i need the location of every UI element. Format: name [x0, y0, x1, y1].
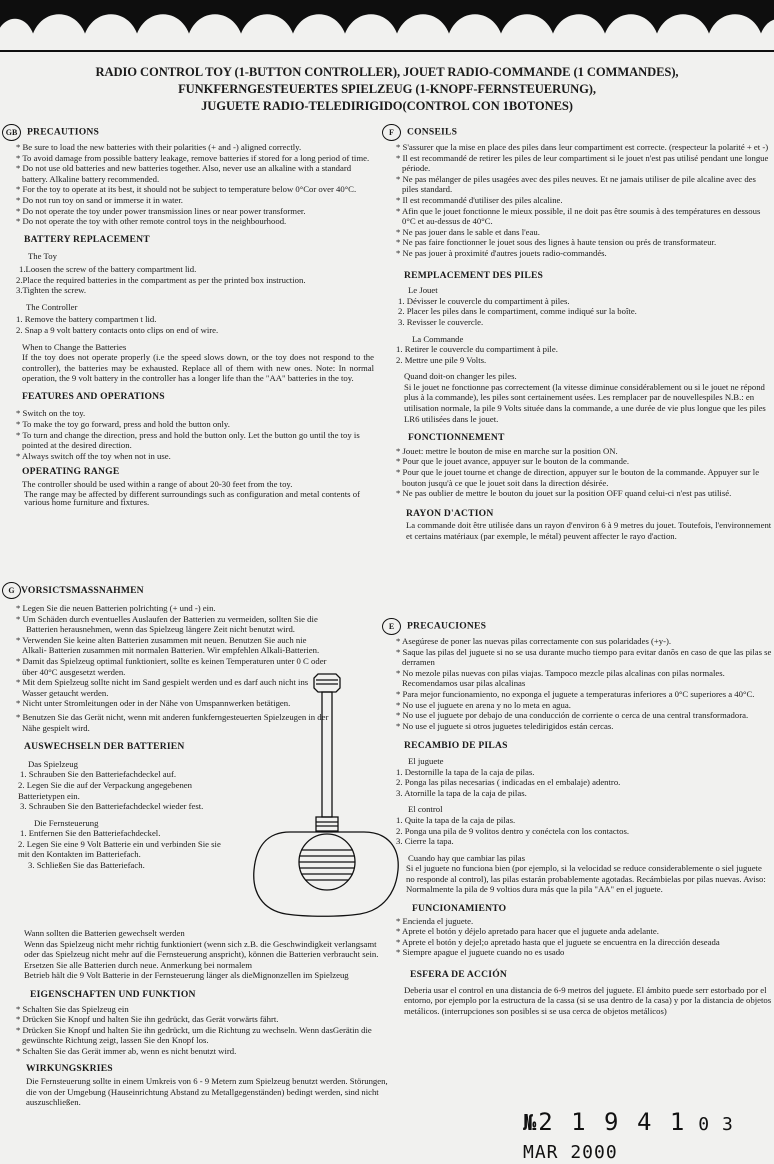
list-item: * S'assurer que la mise en place des piles dans leur compartiment est correcte. (respecteur la polarité + et -): [382, 142, 772, 153]
language-badge-e: E: [382, 618, 401, 635]
subheading: El control: [408, 804, 443, 815]
list-item: * No mezole pilas nuevas con pilas viajas. Tampoco mezcle pilas alcalinas con pilas normales. Recomendamos usar pilas alcalinas: [382, 668, 772, 689]
subheading: Cuando hay que cambiar las pilas: [408, 852, 526, 863]
list-item: * Schalten Sie das Gerät immer ab, wenn es nicht benutzt wird.: [2, 1046, 390, 1057]
section-heading: EIGENSCHAFTEN UND FUNKTION: [30, 988, 196, 1000]
list-item: * No use el juguete por debajo de una conducción de corriente o cerca de una central transformadora.: [382, 710, 772, 721]
list-item: * Verwenden Sie keine alten Batterien zusammen mit neuen. Benutzen Sie auch nie Alkali- Batterien zusammen mit normalen Batterien. Wir empfehlen Alkali-Batterien.: [2, 635, 332, 656]
list-item: * Do not operate the toy with other remote control toys in the neighbourhood.: [2, 216, 374, 227]
list-item: 1. Dévisser le couvercle du compartiment à piles.: [398, 295, 570, 306]
subheading: Die Fernsteuerung: [34, 817, 99, 828]
list-item: * To turn and change the direction, press and hold the button only. Let the button go until the toy is pointed at the desired direction.: [2, 430, 374, 451]
list-item: * Damit das Spielzeug optimal funktioniert, sollte es keinen Temperaturen unter 0 C oder über 40°C ausgesetzt werden.: [2, 656, 332, 677]
list-item: * Um Schäden durch eventuelles Auslaufen der Batterien zu vermeiden, sollten Sie die: [2, 614, 332, 625]
list-item: * Encienda el juguete.: [382, 916, 772, 927]
section-heading: PRECAUCIONES: [407, 620, 487, 632]
scalloped-border: [0, 0, 774, 52]
list-item: * Il est recommandé d'utiliser des piles alcaline.: [382, 195, 772, 206]
language-badge-g: G: [2, 582, 21, 599]
antenna-base: [316, 817, 338, 831]
paragraph: If the toy does not operate properly (i.e the speed slows down, or the toy does not respond to the controller), the batteries may be exhausted. Replace all of them with new ones. Note: In normal operation, the 9 volt battery in the controller has a longer life than the "AA" batteries in the toy.: [22, 352, 374, 384]
list-item: 2. Mettre une pile 9 Volts.: [396, 354, 487, 365]
list-item: * Aprete el botón y déjelo apretado para hacer que el juguete anda adelante.: [382, 926, 772, 937]
subheading: Le Jouet: [408, 285, 438, 296]
serial-number: 2 1 9 4 1: [538, 1108, 687, 1136]
list-item: * Switch on the toy.: [2, 408, 374, 419]
document-title: [0, 64, 774, 115]
list-item: * Pour que le jouet tourne et change de direction, appuyer sur le bouton de la commande. Appuyer sur le bouton jusqu'à ce que le jouet soit dans la direction désirée.: [382, 467, 772, 488]
section-heading: REMPLACEMENT DES PILES: [404, 269, 544, 281]
list-item: 2.Place the required batteries in the compartment as per the printed box instruction.: [16, 274, 306, 285]
list-item: 2. Legen Sie eine 9 Volt Batterie ein und verbinden Sie sie mit den Kontakten im Batteriefach.: [18, 838, 221, 860]
section-heading: VORSICTSMASSNAHMEN: [21, 584, 144, 596]
section-heading: FEATURES AND OPERATIONS: [22, 390, 165, 402]
list-item: * Nicht unter Stromleitungen oder in der Nähe von Umspannwerken betätigen.: [2, 698, 332, 709]
subheading: The Controller: [26, 301, 78, 312]
section-fr: [382, 124, 772, 542]
section-heading: AUSWECHSELN DER BATTERIEN: [24, 741, 185, 753]
paragraph: La commande doit être utilisée dans un rayon d'environ 6 à 9 metres du jouet. Toutefois, l'environnement et certains matériaux (par exemple, le métal) peuvent affecter le rayo d'action.: [406, 520, 772, 541]
number-sign: №: [523, 1111, 539, 1136]
list-item: * To make the toy go forward, press and hold the button only.: [2, 419, 374, 430]
list-item: 1. Retirer le couvercle du compartiment à pile.: [396, 344, 558, 355]
title-line: JUGUETE RADIO-TELEDIRIGIDO(CONTROL CON 1BOTONES): [201, 99, 573, 113]
subheading: Das Spielzeug: [28, 758, 78, 769]
subheading: El juguete: [408, 755, 444, 766]
paragraph: Die Fernsteuerung sollte in einem Umkreis von 6 - 9 Metern zum Spielzeug benutzt werden. Störungen, die von der Umgebung (Hauseinrichtung Abstand zu Metallgegenständen) bedingt werden, sind nicht auszuschließen.: [26, 1076, 388, 1108]
list-item: * For the toy to operate at its best, it should not be subject to temperature below 0°Cor over 40°C.: [2, 184, 374, 195]
list-item: * Aprete el botón y dejel;o apretado hasta que el juguete se encuentra en la dirección deseada: [382, 937, 772, 948]
list-item: * Do not operate the toy under power transmission lines or near power transformer.: [2, 206, 374, 217]
paragraph: Deberia usar el control en una distancia de 6-9 metros del juguete. El ámbito puede serr estorbado por el entorno, por ejemplo por la estructura de la cassa (si se usa dentro de la casa) y por la distancia de objetos metálicos. (interrupciones son posibles si se usa cerca de objetos metálicos): [404, 984, 772, 1016]
stamp-date: 0 3 MAR 2000: [523, 1114, 734, 1163]
section-heading: BATTERY REPLACEMENT: [24, 233, 150, 245]
section-heading: ESFERA DE ACCIÓN: [410, 969, 508, 981]
list-item: * Afin que le jouet fonctionne le mieux possible, il ne doit pas être soumis à des températures en dessous 0°C et au-dessus de 40°C.: [382, 206, 772, 227]
list-item: 1. Entfernen Sie den Batteriefachdeckel.: [20, 828, 161, 839]
antenna-tip: [314, 674, 340, 692]
list-item: 3.Tighten the screw.: [16, 285, 87, 296]
list-item: 3. Schrauben Sie den Batteriefachdeckel wieder fest.: [20, 801, 204, 812]
list-item: * Saque las pilas del juguete si no se usa durante mucho tiempo para evitar danõs en caso de que las pilas se derramen: [382, 647, 772, 668]
language-badge-gb: GB: [2, 124, 21, 141]
section-de-continued: [2, 928, 390, 1108]
list-item: 1. Remove the battery compartmen t lid.: [16, 314, 157, 325]
list-item: 1. Schrauben Sie den Batteriefachdeckel auf.: [20, 769, 177, 780]
list-item: 3. Revisser le couvercle.: [398, 316, 484, 327]
list-item: * Ne pas jouer dans le sable et dans l'eau.: [382, 227, 772, 238]
list-item: 2. Legen Sie die auf der Verpackung angegebenen Batterietypen ein.: [18, 779, 192, 801]
list-item: * No use el juguete en arena y no lo meta en agua.: [382, 700, 772, 711]
list-item: * Jouet: mettre le bouton de mise en marche sur la position ON.: [382, 446, 772, 457]
paragraph: Betrieb hält die 9 Volt Batterie in der Fernsteuerung länger als dieMignonzellen im Spielzeug: [24, 970, 349, 981]
list-item: * Legen Sie die neuen Batterien polrichting (+ und -) ein.: [2, 603, 332, 614]
list-item: * No use el juguete si otros juguetes teledirigidos están cercas.: [382, 721, 772, 732]
section-heading: WIRKUNGSKRIES: [26, 1062, 113, 1074]
list-item: * Drücken Sie Knopf und halten Sie ihn gedrückt, um die Richtung zu wechseln. Wenn dasGerätin die gewünschte Richtung zeigt, lassen Sie den Knopf los.: [2, 1025, 390, 1046]
antenna: [322, 692, 332, 817]
language-badge-f: F: [382, 124, 401, 141]
serial-date-stamp: [523, 1108, 774, 1164]
list-item: * Be sure to load the new batteries with their polarities (+ and -) aligned correctly.: [2, 142, 374, 153]
list-item: * Il est recommandé de retirer les piles de leur compartiment si le jouet n'est pas utilisé pendant une longue période.: [382, 153, 772, 174]
subheading: When to Change the Batteries: [22, 341, 127, 352]
title-line: RADIO CONTROL TOY (1-BUTTON CONTROLLER), JOUET RADIO-COMMANDE (1 COMMANDES),: [95, 65, 679, 79]
paragraph: Wenn das Spielzeug nicht mehr richtig funktioniert (wenn sich z.B. die Geschwindigkeit verlangsamt oder das Spielzeug nicht mehr auf die Fernsteuerung anspricht), können die Batterien verbraucht sein. Ersetzen Sie alle Batterien durch neue. Anmerkung bei normalem: [24, 938, 379, 970]
list-item: 3. Schließen Sie das Batteriefach.: [28, 860, 145, 871]
section-heading: OPERATING RANGE: [22, 466, 120, 478]
paragraph: The range may be affected by different surroundings such as configuration and metal contents of various home furniture and fixtures.: [24, 488, 360, 508]
list-item: 2. Placer les piles dans le compartiment, comme indiqué sur la boîte.: [398, 306, 637, 317]
list-item: 2. Ponga una pila de 9 volitos dentro y conéctela con los contactos.: [396, 825, 630, 836]
section-heading: FUNCIONAMIENTO: [412, 903, 507, 915]
section-heading: RECAMBIO DE PILAS: [404, 740, 508, 752]
list-item: * To avoid damage from possible battery leakage, remove batteries if stored for a long period of time.: [2, 153, 374, 164]
list-item: * Ne pas jouer à proximité d'autres jouets radio-commandés.: [382, 248, 772, 259]
top-rule: [0, 50, 774, 51]
list-item: 3. Atornille la tapa de la caja de pilas.: [396, 787, 527, 798]
list-item: 2. Snap a 9 volt battery contacts onto clips on end of wire.: [16, 324, 219, 335]
section-heading: FONCTIONNEMENT: [408, 432, 505, 444]
list-item: * Ne pas oublier de mettre le bouton du jouet sur la position OFF quand celui-ci n'est pas utilisé.: [382, 488, 772, 499]
list-item: 1. Destornille la tapa de la caja de pilas.: [396, 766, 535, 777]
list-item: * Ne pas mélanger de piles usagées avec des piles neuves. Et ne jamais utiliser de pile alcaline avec des piles standard.: [382, 174, 772, 195]
section-heading: CONSEILS: [407, 126, 458, 138]
subheading: Wann sollten die Batterien gewechselt werden: [24, 928, 185, 938]
list-item: * Siempre apague el juguete cuando no es usado: [382, 947, 772, 958]
list-item: * Pour que le jouet avance, appuyer sur le bouton de la commande.: [382, 456, 772, 467]
subheading: La Commande: [412, 333, 464, 344]
list-item: * Ne pas faire fonctionner le jouet sous des lignes à haute tension ou prés de transformateur.: [382, 237, 772, 248]
list-item: * Schalten Sie das Spielzeug ein: [2, 1004, 390, 1015]
list-item: * Mit dem Spielzeug sollte nicht im Sand gespielt werden und es darf auch nicht ins Wasser getaucht werden.: [2, 677, 332, 698]
section-heading: RAYON D'ACTION: [406, 507, 494, 519]
section-es: [382, 618, 772, 1016]
paragraph: Si el juguete no funciona bien (por ejemplo, si la velocidad se reduce considerablemente o siel juguete no responde al control), las pilas estarán probablemente agotadas. Recámbielas por pilas nuevas. Aviso: Normalmente la pila de 9 voltios dura más que la pila "AA" en el juguete.: [406, 863, 766, 895]
list-item: * Para mejor funcionamiento, no exponga el juguete a temperaturas inferiores a 0°C superiores a 40°C.: [382, 689, 772, 700]
paragraph: The controller should be used within a range of about 20-30 feet from the toy.: [22, 479, 293, 490]
list-item: 1.Loosen the screw of the battery compartment lid.: [19, 263, 197, 274]
section-heading: PRECAUTIONS: [27, 126, 100, 138]
list-item: * Asegúrese de poner las nuevas pilas correctamente con sus polaridades (+y-).: [382, 636, 772, 647]
list-item: * Always switch off the toy when not in use.: [2, 451, 374, 462]
list-item: 2. Ponga las pilas necesarias ( indicadas en el embalaje) adentro.: [396, 777, 621, 788]
subheading: Quand doit-on changer les piles.: [404, 371, 517, 382]
controller-illustration: [250, 670, 400, 920]
paragraph: Si le jouet ne fonctionne pas correctement (la vitesse diminue considérablement ou si le jouet ne répond plus à la commande), les piles sont certainement usées. Les remplacer par de nouvellespiles N.B.: en utilisation normale, la pile 9 Volts située dans la commande, a une durée de vie plus longue que les piles LR6 utilisées dans le jouet.: [404, 381, 766, 424]
list-item: * Do not run toy on sand or immerse it in water.: [2, 195, 374, 206]
list-item: * Benutzen Sie das Gerät nicht, wenn mit anderen funkferngesteuerten Spielzeugen in der Nähe gespielt wird.: [2, 712, 332, 733]
list-item: 3. Cierre la tapa.: [396, 836, 454, 847]
list-item: * Do not use old batteries and new batteries together. Also, never use an alkaline with a standard battery. Alkaline battery recommended.: [2, 163, 374, 184]
title-line: FUNKFERNGESTEUERTES SPIELZEUG (1-KNOPF-FERNSTEUERUNG),: [178, 82, 596, 96]
list-item-continued: Batterien herausnehmen, wenn das Spielzeug längere Zeit nicht benutzt wird.: [26, 624, 295, 635]
subheading: The Toy: [28, 251, 57, 262]
list-item: 1. Quite la tapa de la caja de pilas.: [396, 814, 516, 825]
section-gb: [2, 124, 374, 507]
list-item: * Drücken Sie Knopf und halten Sie ihn gedrückt, das Gerät vorwärts fährt.: [2, 1014, 390, 1025]
